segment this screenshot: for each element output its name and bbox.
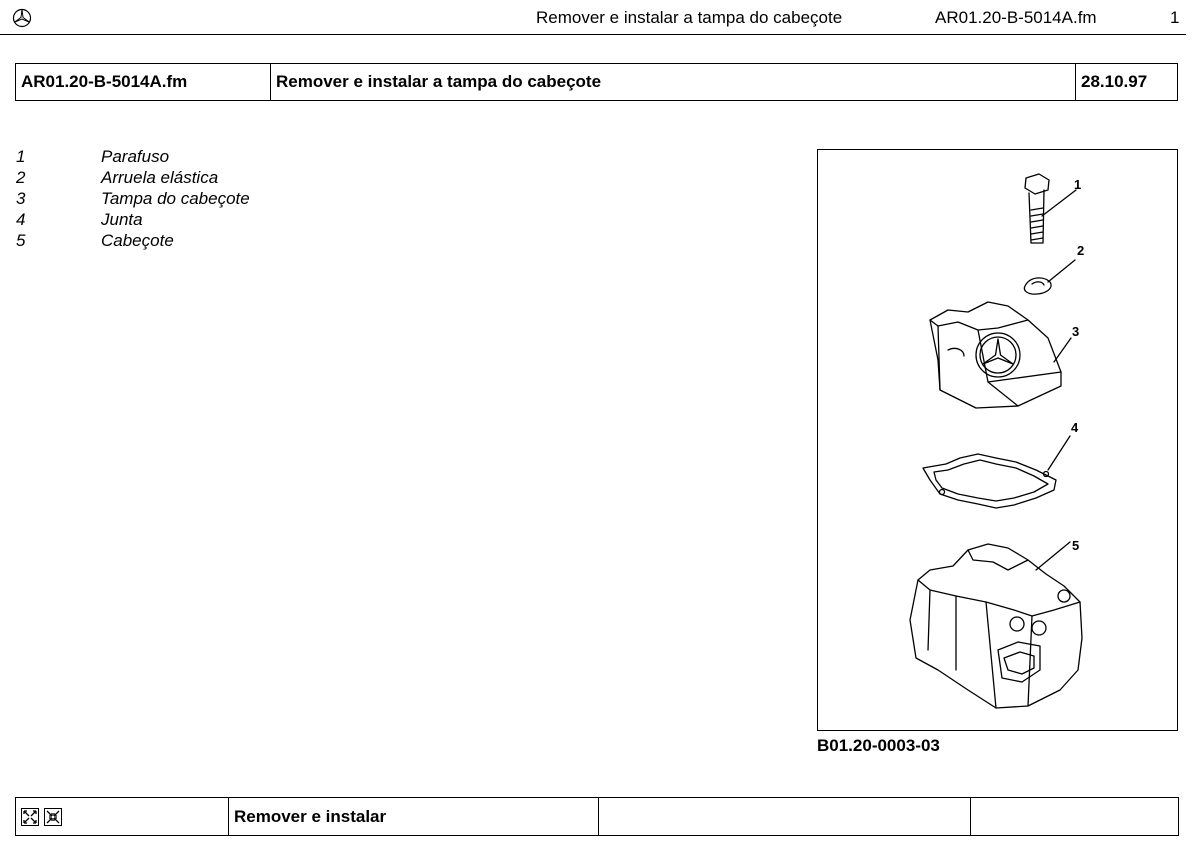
page-header (0, 0, 1186, 35)
callout-3: 3 (1072, 324, 1080, 339)
legend-item (16, 167, 316, 188)
exploded-view-drawing (818, 150, 1177, 730)
legend-number: 3 (16, 189, 26, 208)
info-date-cell: 28.10.97 (1076, 64, 1178, 101)
info-code-cell: AR01.20-B-5014A.fm (16, 64, 271, 101)
legend-item (16, 146, 316, 167)
header-title: Remover e instalar a tampa do cabeçote (536, 8, 843, 27)
exploded-view-figure (817, 149, 1178, 731)
footer-empty-cell (599, 798, 971, 836)
legend-item (16, 230, 316, 251)
figure-caption: B01.20-0003-03 (817, 736, 940, 755)
legend-number: 5 (16, 231, 26, 250)
cover-drawing (930, 302, 1071, 408)
info-title-cell: Remover e instalar a tampa do cabeçote (271, 64, 1076, 101)
callout-1: 1 (1074, 177, 1082, 192)
header-document-code: AR01.20-B-5014A.fm (935, 8, 1097, 27)
legend-number: 4 (16, 210, 26, 229)
callout-2: 2 (1077, 243, 1085, 258)
footer-empty-cell (971, 798, 1179, 836)
page-number: 1 (1170, 8, 1180, 27)
callout-4: 4 (1071, 420, 1079, 435)
document-info-table (15, 63, 1178, 101)
footer-label-cell: Remover e instalar (229, 798, 599, 836)
mercedes-star-icon (12, 8, 32, 28)
parts-legend (16, 146, 316, 251)
legend-text: Junta (101, 210, 143, 229)
callout-5: 5 (1072, 538, 1080, 553)
bolt-drawing (1025, 174, 1076, 243)
gasket-drawing (923, 436, 1070, 508)
footer-icons-cell (16, 798, 229, 836)
legend-text: Tampa do cabeçote (101, 189, 250, 208)
remove-arrows-icon (21, 808, 39, 826)
footer-table (15, 797, 1179, 836)
legend-item (16, 188, 316, 209)
washer-drawing (1024, 260, 1075, 294)
cylinder-head-drawing (910, 542, 1082, 708)
legend-text: Cabeçote (101, 231, 174, 250)
install-arrows-icon (44, 808, 62, 826)
legend-number: 1 (16, 147, 26, 166)
legend-text: Arruela elástica (101, 168, 219, 187)
legend-item (16, 209, 316, 230)
legend-text: Parafuso (101, 147, 170, 166)
legend-number: 2 (16, 168, 26, 187)
